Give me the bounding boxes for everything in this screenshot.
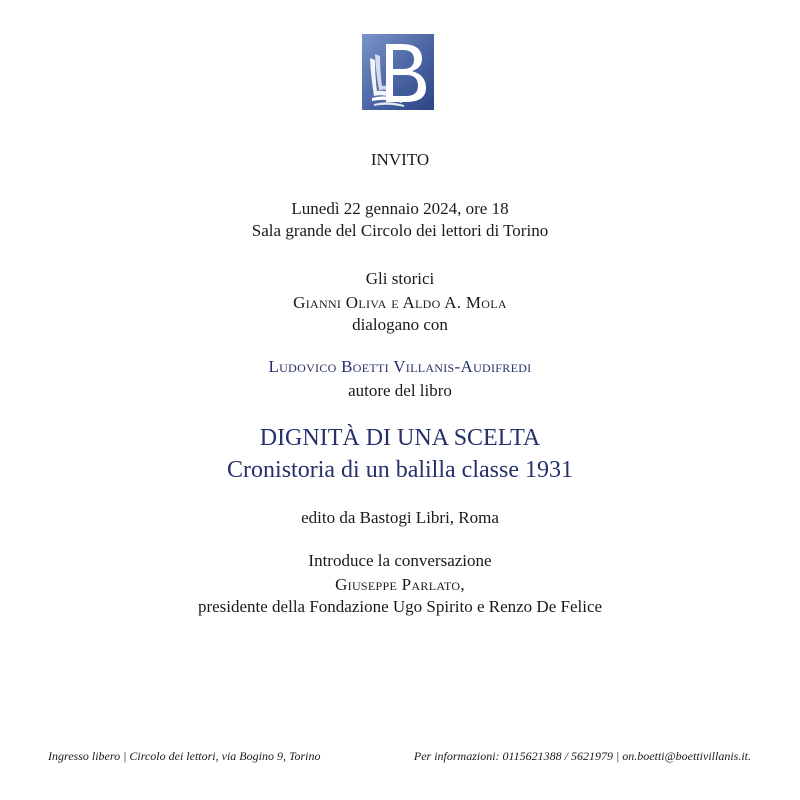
book-b-icon (362, 34, 434, 110)
publisher-line: edito da Bastogi Libri, Roma (301, 508, 499, 527)
book-subtitle: Cronistoria di un balilla classe 1931 (227, 457, 573, 483)
author-name: Ludovico Boetti Villanis-Audifredi (268, 357, 532, 376)
event-date: Lunedì 22 gennaio 2024, ore 18 (291, 199, 509, 218)
historians-intro: Gli storici (365, 269, 435, 288)
footer-venue-info: Ingresso libero | Circolo dei lettori, via Bogino 9, Torino (48, 749, 321, 763)
publisher-logo (362, 34, 434, 110)
event-venue: Sala grande del Circolo dei lettori di Torino (251, 221, 549, 240)
introduces-text: Introduce la conversazione (308, 551, 492, 570)
author-caption: autore del libro (348, 381, 452, 400)
moderator-role: presidente della Fondazione Ugo Spirito e Renzo De Felice (197, 597, 603, 616)
book-title: DIGNITÀ DI UNA SCELTA (259, 425, 541, 451)
moderator-name: Giuseppe Parlato, (335, 575, 465, 594)
historians-names: Gianni Oliva e Aldo A. Mola (293, 293, 507, 312)
dialogue-text: dialogano con (352, 315, 448, 334)
footer-contact-info: Per informazioni: 0115621388 / 5621979 | on.boetti@boettivillanis.it. (413, 749, 751, 763)
invitation-heading: INVITO (370, 150, 430, 169)
